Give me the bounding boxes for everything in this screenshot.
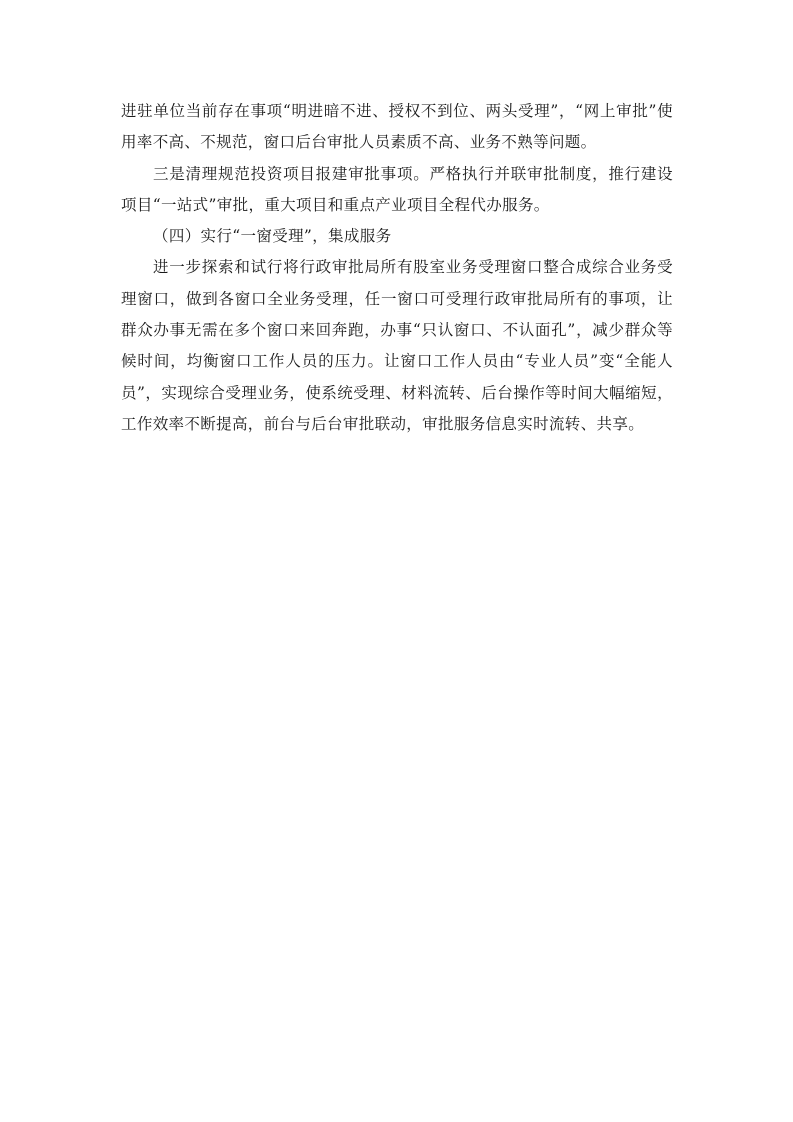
section-heading-single-window: （四）实行“一窗受理”，集成服务 <box>153 227 392 246</box>
paragraph-investment-approval: 三是清理规范投资项目报建审批事项。严格执行并联审批制度，推行建设项目“一站式”审批，重大项目和重点产业项目全程代办服务。 <box>121 164 673 214</box>
paragraph-issues: 进驻单位当前存在事项“明进暗不进、授权不到位、两头受理”，“网上审批”使用率不高、不规范，窗口后台审批人员素质不高、业务不熟等问题。 <box>121 102 673 152</box>
paragraph-single-window-details: 进一步探索和试行将行政审批局所有股室业务受理窗口整合成综合业务受理窗口，做到各窗口全业务受理，任一窗口可受理行政审批局所有的事项，让群众办事无需在多个窗口来回奔跑，办事“只认窗口、不认面孔”，减少群众等候时间，均衡窗口工作人员的压力。让窗口工作人员由“专业人员”变“全能人员”，实现综合受理业务，使系统受理、材料流转、后台操作等时间大幅缩短，工作效率不断提高，前台与后台审批联动，审批服务信息实时流转、共享。 <box>121 258 673 433</box>
document-body <box>121 96 673 440</box>
